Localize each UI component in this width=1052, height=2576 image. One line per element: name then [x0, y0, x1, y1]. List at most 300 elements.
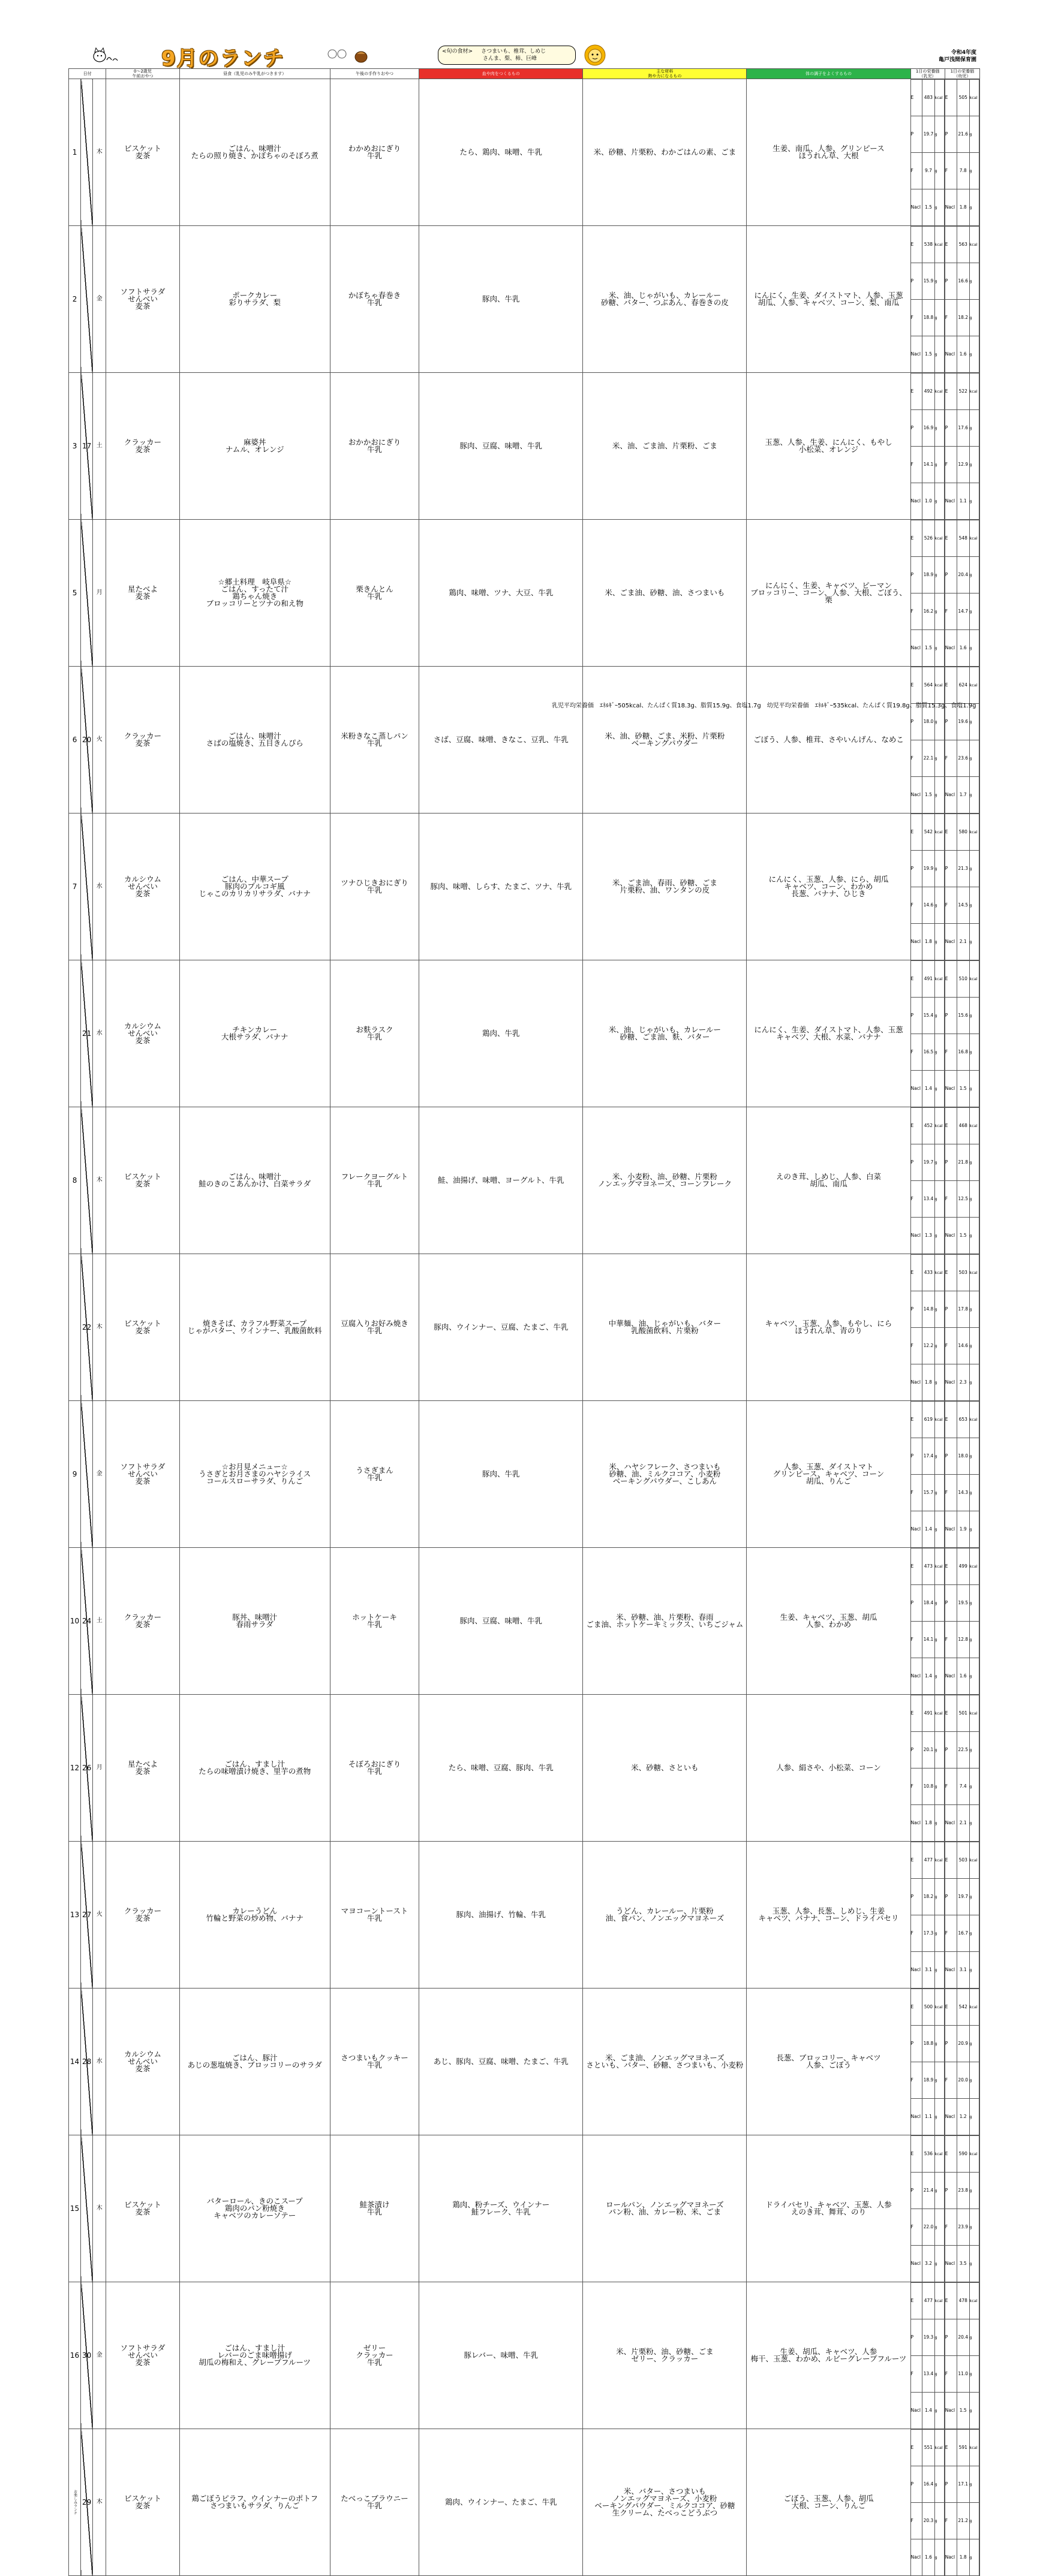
date-day-2	[81, 1107, 93, 1254]
day-of-week: 金	[93, 226, 106, 373]
nutrient-unit: g	[969, 1181, 979, 1218]
day-of-week: 火	[93, 667, 106, 814]
nutrient-value: 21.4	[922, 2173, 934, 2209]
nutrition-infant-cell	[910, 1548, 945, 1695]
yellow-group-cell: 米、油、じゃがいも、カレールー 砂糖、バター、つぶあん、春巻きの皮	[583, 226, 747, 373]
nutrient-unit: g	[969, 1475, 979, 1511]
nutrient-unit: g	[969, 1658, 979, 1695]
nutrient-label: P	[945, 263, 957, 300]
date-day-1: 8	[69, 1107, 81, 1254]
snack-am-cell: ビスケット 麦茶	[106, 1254, 179, 1401]
red-group-cell: 鶏肉、味噌、ツナ、大豆、牛乳	[419, 520, 583, 667]
nutrition-infant-cell	[910, 2135, 945, 2282]
nutrient-label: F	[911, 740, 922, 777]
nutrient-value: 19.9	[922, 851, 934, 887]
nutrient-unit: g	[969, 1768, 979, 1805]
green-group-cell: えのき茸、しめじ、人参、白菜 胡瓜、南瓜	[747, 1107, 910, 1254]
date-day-1: 7	[69, 814, 81, 960]
nutrient-unit: g	[969, 116, 979, 153]
nutrient-label: P	[911, 2319, 922, 2356]
nutrient-label: P	[945, 557, 957, 593]
nutrient-unit: kcal	[934, 520, 944, 557]
nutrition-child-cell	[945, 1842, 979, 1989]
nutrient-label: E	[945, 1842, 957, 1879]
nutrient-unit: g	[934, 924, 944, 960]
date-day-2: 17	[81, 373, 93, 520]
nutrient-value: 20.4	[957, 557, 969, 593]
nutrient-unit: g	[969, 1622, 979, 1658]
nutrient-label: E	[945, 667, 957, 704]
green-group-cell: 玉葱、人参、生姜、にんにく、もやし 小松菜、オレンジ	[747, 373, 910, 520]
nutrient-unit: g	[934, 887, 944, 924]
nutrient-unit: g	[934, 336, 944, 373]
table-row	[69, 2135, 980, 2282]
nutrient-unit: kcal	[934, 1548, 944, 1585]
nutrition-child-cell	[945, 1107, 979, 1254]
nutrient-label: P	[911, 557, 922, 593]
season-line-1: さつまいも、椎茸、しめじ	[481, 49, 546, 55]
date-day-2: 21	[81, 960, 93, 1107]
header-row	[69, 69, 980, 79]
red-group-cell: たら、鶏肉、味噌、牛乳	[419, 79, 583, 226]
nutrient-value: 16.8	[957, 1034, 969, 1071]
nutrient-label: Nacl	[945, 1952, 957, 1989]
nutrient-label: P	[911, 704, 922, 740]
nutrient-unit: g	[969, 1879, 979, 1915]
date-day-1: 10	[69, 1548, 81, 1695]
nutrition-child-cell	[945, 2135, 979, 2282]
green-group-cell: 長葱、ブロッコリー、キャベツ 人参、ごぼう	[747, 1989, 910, 2135]
table-row	[69, 2429, 980, 2576]
yellow-group-cell: 米、砂糖、片栗粉、わかごはんの素、ごま	[583, 79, 747, 226]
nutrient-value: 3.1	[957, 1952, 969, 1989]
date-day-1: 2	[69, 226, 81, 373]
nutrient-value: 1.1	[957, 483, 969, 520]
nutrient-value: 18.2	[957, 300, 969, 336]
nutrient-unit: g	[969, 1364, 979, 1401]
nutrition-infant-cell	[910, 79, 945, 226]
red-group-cell: 鶏肉、牛乳	[419, 960, 583, 1107]
nutrient-label: Nacl	[911, 1658, 922, 1695]
chestnut-decoration-icon	[326, 47, 374, 65]
nutrient-label: P	[945, 851, 957, 887]
nutrient-label: E	[911, 1695, 922, 1732]
nutrient-label: F	[945, 2209, 957, 2246]
table-row	[69, 1842, 980, 1989]
red-group-cell: 豚レバー、味噌、牛乳	[419, 2282, 583, 2429]
nutrient-value: 1.3	[922, 1218, 934, 1254]
date-day-1: 15	[69, 2135, 81, 2282]
red-group-cell: さば、豆腐、味噌、きなこ、豆乳、牛乳	[419, 667, 583, 814]
nutrient-value: 14.1	[922, 447, 934, 483]
col-red-group: 血や肉をつくるもの	[419, 69, 583, 79]
snack-pm-cell: ホットケーキ 牛乳	[330, 1548, 419, 1695]
day-of-week: 木	[93, 2135, 106, 2282]
nutrient-value: 21.3	[957, 851, 969, 887]
nutrient-label: E	[945, 520, 957, 557]
nutrient-label: P	[911, 263, 922, 300]
snack-am-cell: ソフトサラダ せんべい 麦茶	[106, 1401, 179, 1548]
nutrient-value: 18.4	[922, 1585, 934, 1622]
green-group-cell: ごぼう、人参、椎茸、さやいんげん、なめこ	[747, 667, 910, 814]
nutrient-label: E	[911, 1255, 922, 1291]
nutrient-value: 491	[922, 1695, 934, 1732]
date-day-1	[69, 1254, 81, 1401]
nutrient-label: P	[911, 1585, 922, 1622]
green-group-cell: にんにく、玉葱、人参、にら、胡瓜 キャベツ、コーン、わかめ 長葱、バナナ、ひじき	[747, 814, 910, 960]
nutrient-value: 11.0	[957, 2356, 969, 2393]
season-line-2: さんま、梨、柿、巨峰	[483, 56, 537, 62]
nutrient-value: 551	[922, 2430, 934, 2466]
nutrient-value: 499	[957, 1548, 969, 1585]
nutrition-infant-cell	[910, 814, 945, 960]
nutrient-value: 503	[957, 1842, 969, 1879]
nutrient-label: E	[911, 80, 922, 116]
nutrient-value: 563	[957, 227, 969, 263]
day-of-week: 火	[93, 1842, 106, 1989]
snack-am-cell: ビスケット 麦茶	[106, 2135, 179, 2282]
nutrient-label: F	[911, 2503, 922, 2539]
nutrient-value: 624	[957, 667, 969, 704]
nutrient-value: 1.4	[922, 1071, 934, 1107]
nutrient-unit: g	[934, 1952, 944, 1989]
table-row	[69, 2282, 980, 2429]
nutrient-unit: kcal	[969, 1842, 979, 1879]
nutrient-label: E	[945, 373, 957, 410]
nutrient-label: P	[945, 2026, 957, 2062]
nutrient-unit: g	[969, 740, 979, 777]
nutrient-unit: g	[969, 1034, 979, 1071]
menu-body	[69, 79, 980, 2576]
nutrient-label: P	[945, 2466, 957, 2503]
nutrient-label: F	[945, 153, 957, 189]
nutrient-unit: g	[969, 1328, 979, 1364]
date-day-1: 6	[69, 667, 81, 814]
nutrient-unit: g	[934, 1034, 944, 1071]
nutrient-unit: g	[934, 1071, 944, 1107]
nutrient-unit: g	[969, 2099, 979, 2135]
nutrient-unit: g	[934, 1511, 944, 1548]
table-row	[69, 814, 980, 960]
nutrient-unit: g	[934, 740, 944, 777]
nutrient-value: 15.4	[922, 998, 934, 1034]
nutrient-value: 433	[922, 1255, 934, 1291]
nutrient-unit: g	[969, 1438, 979, 1475]
nutrient-value: 542	[957, 1989, 969, 2026]
nutrient-value: 16.6	[957, 263, 969, 300]
nutrient-unit: g	[969, 2393, 979, 2429]
snack-am-cell: カルシウム せんべい 麦茶	[106, 960, 179, 1107]
nutrient-label: E	[945, 2430, 957, 2466]
nutrient-value: 19.6	[957, 704, 969, 740]
nutrient-value: 17.6	[957, 410, 969, 447]
date-day-2: 22	[81, 1254, 93, 1401]
nutrient-value: 17.4	[922, 1438, 934, 1475]
nutrient-unit: g	[969, 998, 979, 1034]
nutrient-unit: g	[969, 410, 979, 447]
nutrient-label: Nacl	[945, 777, 957, 814]
green-group-cell: ごぼう、玉葱、人参、胡瓜 大根、コーン、りんご	[747, 2429, 910, 2576]
nutrient-value: 1.6	[957, 1658, 969, 1695]
nutrient-unit: g	[934, 2173, 944, 2209]
nutrient-unit: kcal	[969, 1402, 979, 1438]
nutrient-value: 1.4	[922, 1511, 934, 1548]
lunch-cell: 麻婆丼 ナムル、オレンジ	[179, 373, 330, 520]
nutrition-infant-cell	[910, 373, 945, 520]
red-group-cell: 豚肉、油揚げ、竹輪、牛乳	[419, 1842, 583, 1989]
nutrient-unit: kcal	[969, 2283, 979, 2319]
snack-am-cell: ソフトサラダ せんべい 麦茶	[106, 2282, 179, 2429]
green-group-cell: 人参、絹さや、小松菜、コーン	[747, 1695, 910, 1842]
nutrient-value: 19.7	[922, 116, 934, 153]
nutrient-value: 12.2	[922, 1328, 934, 1364]
snack-pm-cell: 鮭茶漬け 牛乳	[330, 2135, 419, 2282]
nutrition-child-cell	[945, 2429, 979, 2576]
date-day-2: 27	[81, 1842, 93, 1989]
date-day-1: 14	[69, 1989, 81, 2135]
nutrition-child-cell	[945, 520, 979, 667]
snack-pm-cell: かぼちゃ春巻き 牛乳	[330, 226, 419, 373]
nutrient-label: E	[945, 2136, 957, 2173]
nutrient-value: 14.3	[957, 1475, 969, 1511]
date-day-1: 1	[69, 79, 81, 226]
date-day-2	[81, 79, 93, 226]
nutrient-label: P	[945, 1144, 957, 1181]
snack-am-cell: クラッカー 麦茶	[106, 373, 179, 520]
nutrient-label: E	[945, 1989, 957, 2026]
nutrient-unit: g	[969, 704, 979, 740]
nutrient-label: P	[911, 998, 922, 1034]
nutrient-value: 17.1	[957, 2466, 969, 2503]
nutrient-unit: g	[934, 1144, 944, 1181]
snack-am-cell: ソフトサラダ せんべい 麦茶	[106, 226, 179, 373]
nutrient-unit: g	[969, 300, 979, 336]
red-group-cell: たら、味噌、豆腐、豚肉、牛乳	[419, 1695, 583, 1842]
nutrient-value: 542	[922, 814, 934, 851]
nutrient-value: 1.9	[957, 1511, 969, 1548]
nutrient-value: 18.0	[922, 704, 934, 740]
nutrient-unit: g	[969, 1585, 979, 1622]
nutrient-unit: g	[969, 2246, 979, 2282]
table-row	[69, 667, 980, 814]
nutrition-child-cell	[945, 226, 979, 373]
nutrient-value: 473	[922, 1548, 934, 1585]
nutrient-label: E	[945, 1695, 957, 1732]
nutrient-label: E	[911, 373, 922, 410]
nutrient-label: Nacl	[945, 483, 957, 520]
date-day-2	[81, 814, 93, 960]
nutrient-value: 9.7	[922, 153, 934, 189]
snack-pm-cell: お麩ラスク 牛乳	[330, 960, 419, 1107]
nutrition-infant-cell	[910, 1401, 945, 1548]
nutrient-label: Nacl	[945, 1071, 957, 1107]
nutrient-unit: g	[934, 2539, 944, 2576]
nutrient-value: 21.8	[957, 1144, 969, 1181]
date-day-2: 29	[81, 2429, 93, 2576]
nutrient-unit: g	[934, 630, 944, 667]
yellow-group-cell: 中華麺、油、じゃがいも、バター 乳酸菌飲料、片栗粉	[583, 1254, 747, 1401]
nutrient-label: Nacl	[945, 1511, 957, 1548]
nutrient-label: Nacl	[945, 630, 957, 667]
table-row	[69, 373, 980, 520]
red-group-cell: 鶏肉、粉チーズ、ウインナー 鮭フレーク、牛乳	[419, 2135, 583, 2282]
nutrient-label: F	[945, 2503, 957, 2539]
nutrient-value: 1.5	[922, 630, 934, 667]
nutrition-infant-cell	[910, 1695, 945, 1842]
nutrient-value: 1.5	[922, 777, 934, 814]
date-day-2	[81, 520, 93, 667]
nutrient-label: F	[911, 2356, 922, 2393]
nutrient-unit: g	[934, 1328, 944, 1364]
lunch-cell: ごはん、味噌汁 さばの塩焼き、五目きんぴら	[179, 667, 330, 814]
nutrient-label: F	[911, 2209, 922, 2246]
nutrient-value: 1.5	[957, 2393, 969, 2429]
nutrient-label: Nacl	[911, 2246, 922, 2282]
nutrient-label: E	[945, 961, 957, 998]
nutrient-unit: g	[934, 1291, 944, 1328]
nutrient-unit: g	[934, 1622, 944, 1658]
nutrient-label: Nacl	[911, 1511, 922, 1548]
nutrient-unit: g	[934, 263, 944, 300]
nutrient-unit: kcal	[969, 1108, 979, 1144]
nutrient-label: Nacl	[945, 2539, 957, 2576]
date-day-2	[81, 226, 93, 373]
nutrient-value: 1.5	[922, 189, 934, 226]
nutrient-value: 1.8	[922, 1805, 934, 1842]
lunch-cell: ごはん、味噌汁 鮭のきのこあんかけ、白菜サラダ	[179, 1107, 330, 1254]
nutrient-value: 452	[922, 1108, 934, 1144]
nutrient-label: F	[911, 447, 922, 483]
nutrient-unit: kcal	[934, 2136, 944, 2173]
nutrient-label: E	[911, 227, 922, 263]
nutrient-value: 2.3	[957, 1364, 969, 1401]
day-of-week: 金	[93, 1401, 106, 1548]
nutrition-child-cell	[945, 1695, 979, 1842]
lunch-cell: カレーうどん 竹輪と野菜の炒め物、バナナ	[179, 1842, 330, 1989]
green-group-cell: にんにく、生姜、キャベツ、ピーマン ブロッコリー、コーン、人参、大根、ごぼう、栗	[747, 520, 910, 667]
nutrition-child-cell	[945, 1254, 979, 1401]
nursery-name: 亀戸浅間保育園	[938, 57, 976, 63]
nutrient-unit: kcal	[934, 1108, 944, 1144]
nutrient-unit: kcal	[934, 373, 944, 410]
date-day-2	[81, 1401, 93, 1548]
nutrient-label: F	[945, 1034, 957, 1071]
green-group-cell: 人参、玉葱、ダイストマト グリンピース、キャベツ、コーン 胡瓜、りんご	[747, 1401, 910, 1548]
nutrient-value: 14.1	[922, 1622, 934, 1658]
nutrient-label: F	[945, 1622, 957, 1658]
nutrient-value: 522	[957, 373, 969, 410]
nutrient-value: 20.4	[957, 2319, 969, 2356]
lunch-cell: ☆お月見メニュー☆ うさぎとお月さまのハヤシライス コールスローサラダ、りんご	[179, 1401, 330, 1548]
nutrient-unit: g	[934, 153, 944, 189]
nutrient-value: 14.6	[957, 1328, 969, 1364]
nutrient-label: F	[911, 2062, 922, 2099]
nutrient-value: 19.3	[922, 2319, 934, 2356]
nutrient-unit: g	[934, 116, 944, 153]
nutrient-label: F	[945, 1328, 957, 1364]
nutrient-label: E	[945, 2283, 957, 2319]
nutrient-unit: g	[934, 2393, 944, 2429]
nutrient-unit: g	[969, 593, 979, 630]
nutrient-unit: g	[969, 1952, 979, 1989]
nutrient-value: 7.8	[957, 153, 969, 189]
nutrient-unit: g	[969, 2209, 979, 2246]
nutrient-unit: g	[969, 630, 979, 667]
nutrient-label: Nacl	[945, 1805, 957, 1842]
nutrient-label: F	[945, 2062, 957, 2099]
nutrition-infant-cell	[910, 520, 945, 667]
nutrient-label: F	[945, 447, 957, 483]
nutrient-label: P	[911, 1438, 922, 1475]
nutrient-unit: kcal	[969, 814, 979, 851]
nutrient-value: 19.7	[922, 1144, 934, 1181]
nutrient-value: 16.7	[957, 1915, 969, 1952]
date-day-2: 20	[81, 667, 93, 814]
nutrient-label: E	[911, 814, 922, 851]
nutrient-value: 14.5	[957, 887, 969, 924]
nutrient-value: 19.7	[957, 1879, 969, 1915]
nutrient-label: F	[945, 300, 957, 336]
date-day-1: 16	[69, 2282, 81, 2429]
seasonal-ingredients-bubble	[438, 46, 576, 65]
snack-pm-cell: フレークヨーグルト 牛乳	[330, 1107, 419, 1254]
snack-am-cell: カルシウム せんべい 麦茶	[106, 1989, 179, 2135]
nutrient-unit: g	[969, 2026, 979, 2062]
nutrition-child-cell	[945, 814, 979, 960]
snack-pm-cell: うさぎまん 牛乳	[330, 1401, 419, 1548]
nutrient-unit: kcal	[934, 814, 944, 851]
nutrient-value: 18.8	[922, 2026, 934, 2062]
nutrient-label: P	[945, 1585, 957, 1622]
nutrient-value: 20.3	[922, 2503, 934, 2539]
nutrient-unit: g	[969, 189, 979, 226]
red-group-cell: 豚肉、味噌、しらす、たまご、ツナ、牛乳	[419, 814, 583, 960]
date-day-2: 28	[81, 1989, 93, 2135]
nutrient-unit: kcal	[969, 961, 979, 998]
nutrient-unit: kcal	[934, 1695, 944, 1732]
nutrient-unit: g	[969, 777, 979, 814]
nutrient-value: 15.7	[922, 1475, 934, 1511]
nutrient-value: 1.8	[957, 189, 969, 226]
yellow-group-cell: 米、片栗粉、油、砂糖、ごま ゼリー、クラッカー	[583, 2282, 747, 2429]
nutrient-value: 1.8	[922, 924, 934, 960]
nutrient-label: P	[911, 1879, 922, 1915]
nutrition-child-cell	[945, 1989, 979, 2135]
nutrient-value: 580	[957, 814, 969, 851]
nutrition-infant-cell	[910, 667, 945, 814]
day-of-week: 木	[93, 79, 106, 226]
nutrient-label: Nacl	[945, 1364, 957, 1401]
nutrient-label: Nacl	[911, 1218, 922, 1254]
nutrient-unit: g	[969, 483, 979, 520]
nutrient-label: P	[911, 1291, 922, 1328]
nutrient-unit: g	[934, 2099, 944, 2135]
nutrient-label: Nacl	[911, 2099, 922, 2135]
date-day-1: 12	[69, 1695, 81, 1842]
table-row	[69, 520, 980, 667]
nutrient-unit: kcal	[934, 2430, 944, 2466]
day-of-week: 金	[93, 2282, 106, 2429]
nutrient-label: P	[911, 1732, 922, 1768]
yellow-group-cell: 米、油、ごま油、片栗粉、ごま	[583, 373, 747, 520]
table-row	[69, 226, 980, 373]
snack-am-cell: 星たべよ 麦茶	[106, 520, 179, 667]
lunch-cell: ごはん、すまし汁 たらの味噌漬け焼き、里芋の煮物	[179, 1695, 330, 1842]
nutrient-value: 20.1	[922, 1732, 934, 1768]
nutrient-value: 13.4	[922, 2356, 934, 2393]
nutrient-label: Nacl	[945, 2246, 957, 2282]
nutrient-label: Nacl	[911, 189, 922, 226]
